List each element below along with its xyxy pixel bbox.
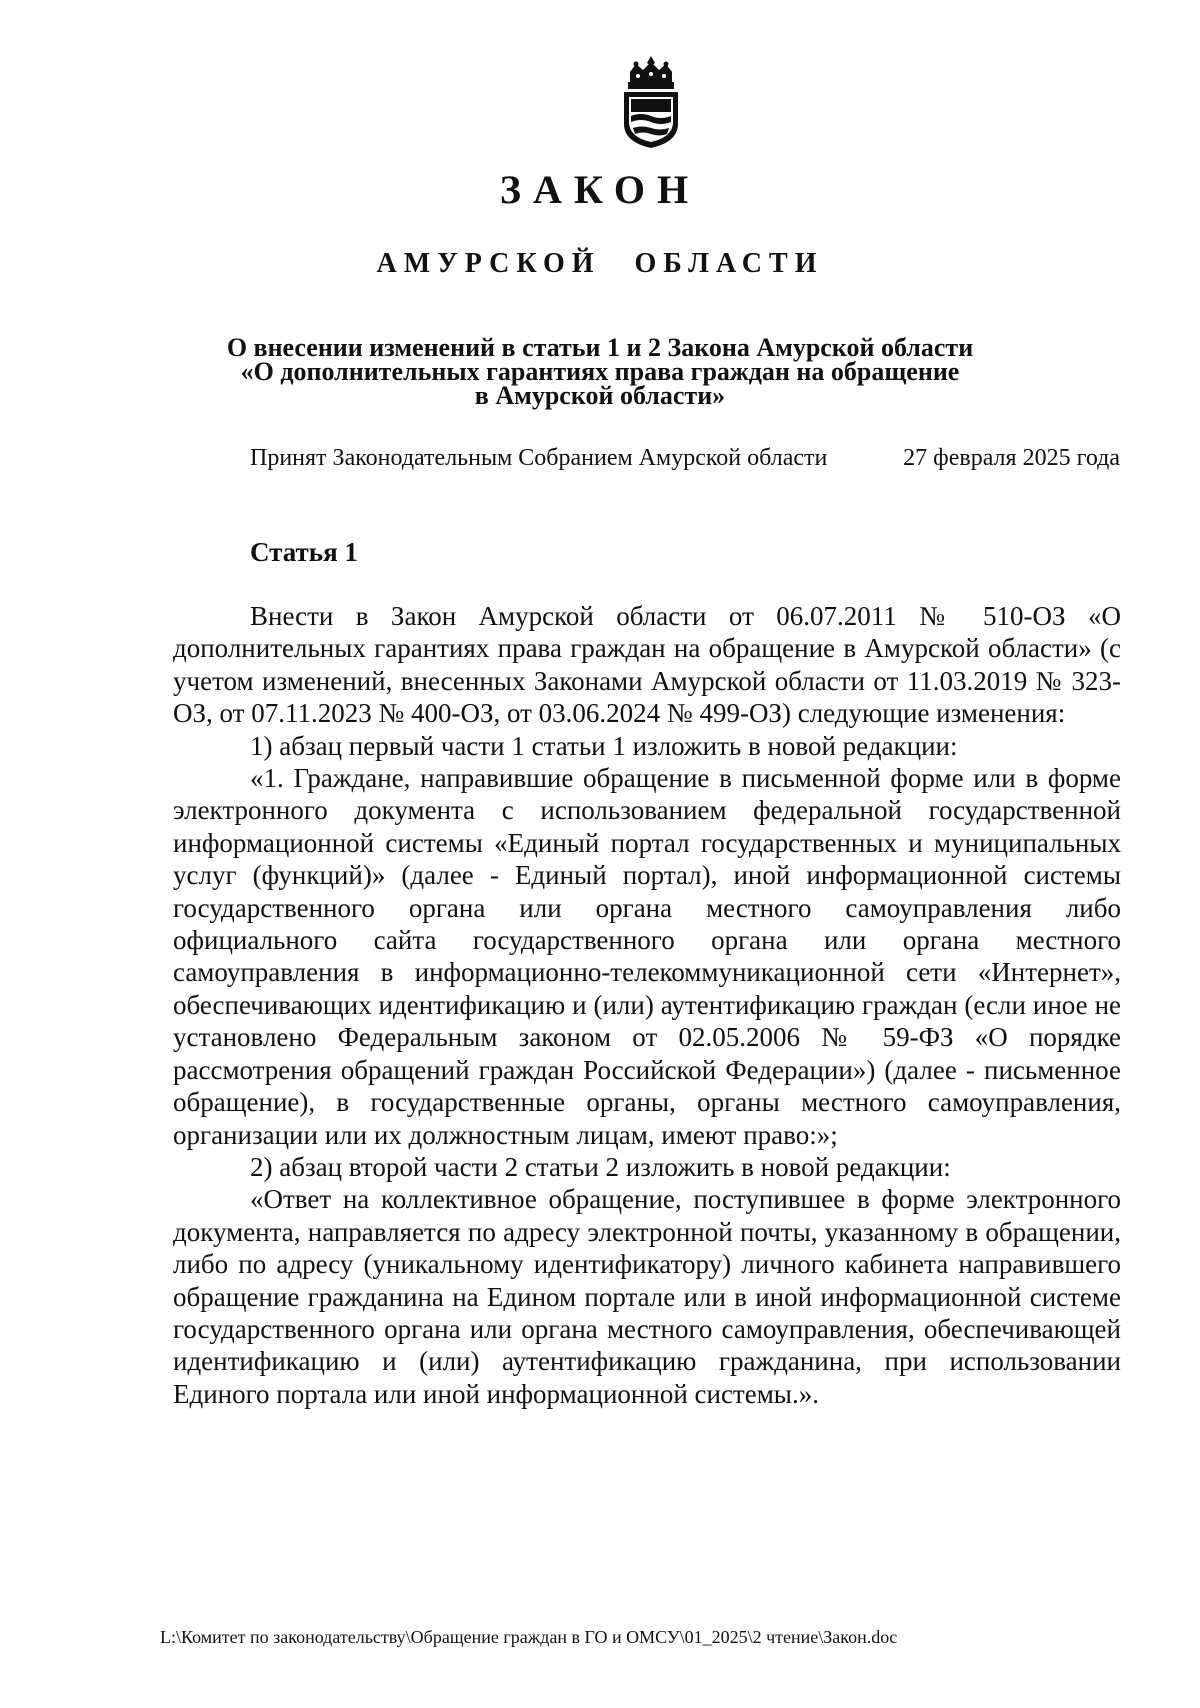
paragraph: «Ответ на коллективное обращение, поступившее в форме электронного документа, направляется по адресу электронной почты, указанному в обращении, либо по адресу (уникальному идентификатору) личного кабинета направившего обращение гражданина на Едином портале или в иной информационной системе государственного органа или органа местного самоуправления, обеспечивающей идентификацию и (или) аутентификацию гражданина, при использовании Единого портала или иной информационной системы.». [173,1184,1121,1409]
adopted-by: Принят Законодательным Собранием Амурской области [250,445,828,471]
subject-line: в Амурской области» [474,381,726,410]
document-title: ЗАКОН [499,167,701,212]
adoption-info [250,443,1120,473]
footer-file-path: L:\Комитет по законодательству\Обращение граждан в ГО и ОМСУ\01_2025\2 чтение\Закон.doc [160,1627,898,1647]
paragraph: 1) абзац первый части 1 статьи 1 изложить в новой редакции: [250,730,958,761]
paragraph: 2) абзац второй части 2 статьи 2 изложить в новой редакции: [250,1151,951,1182]
adopted-date: 27 февраля 2025 года [903,445,1120,471]
article-heading: Статья 1 [250,537,358,567]
paragraph: Внести в Закон Амурской области от 06.07.2011 № 510-ОЗ «О дополнительных гарантиях права граждан на обращение в Амурской области» (с учетом изменений, внесенных Законами Амурской области от 11.03.2019 № 323-ОЗ, от 07.11.2023 № 400-ОЗ, от 03.06.2024 № 499-ОЗ) следующие изменения: [173,601,1121,729]
article-body [173,600,1121,1410]
paragraph: «1. Граждане, направившие обращение в письменной форме или в форме электронного документа с использованием федеральной государственной информационной системы «Единый портал государственных и муниципальных услуг (функций)» (далее - Единый портал), иной информационной системы государственного органа или органа местного самоуправления либо официального сайта государственного органа или органа местного самоуправления в информационно-телекоммуникационной сети «Интернет», обеспечивающих идентификацию и (или) аутентификацию граждан (если иное не установлено Федеральным законом от 02.05.2006 № 59-ФЗ «О порядке рассмотрения обращений граждан Российской Федерации») (далее - письменное обращение), в государственные органы, органы местного самоуправления, организации или их должностным лицам, имеют право:»; [173,763,1121,1150]
document-subject [200,333,1000,410]
subject-line: «О дополнительных гарантиях права граждан на обращение [240,357,960,386]
subject-line: О внесении изменений в статьи 1 и 2 Закона Амурской области [226,333,974,362]
document-region: АМУРСКОЙ ОБЛАСТИ [376,248,824,279]
amur-region-coat-of-arms-icon [616,54,686,150]
